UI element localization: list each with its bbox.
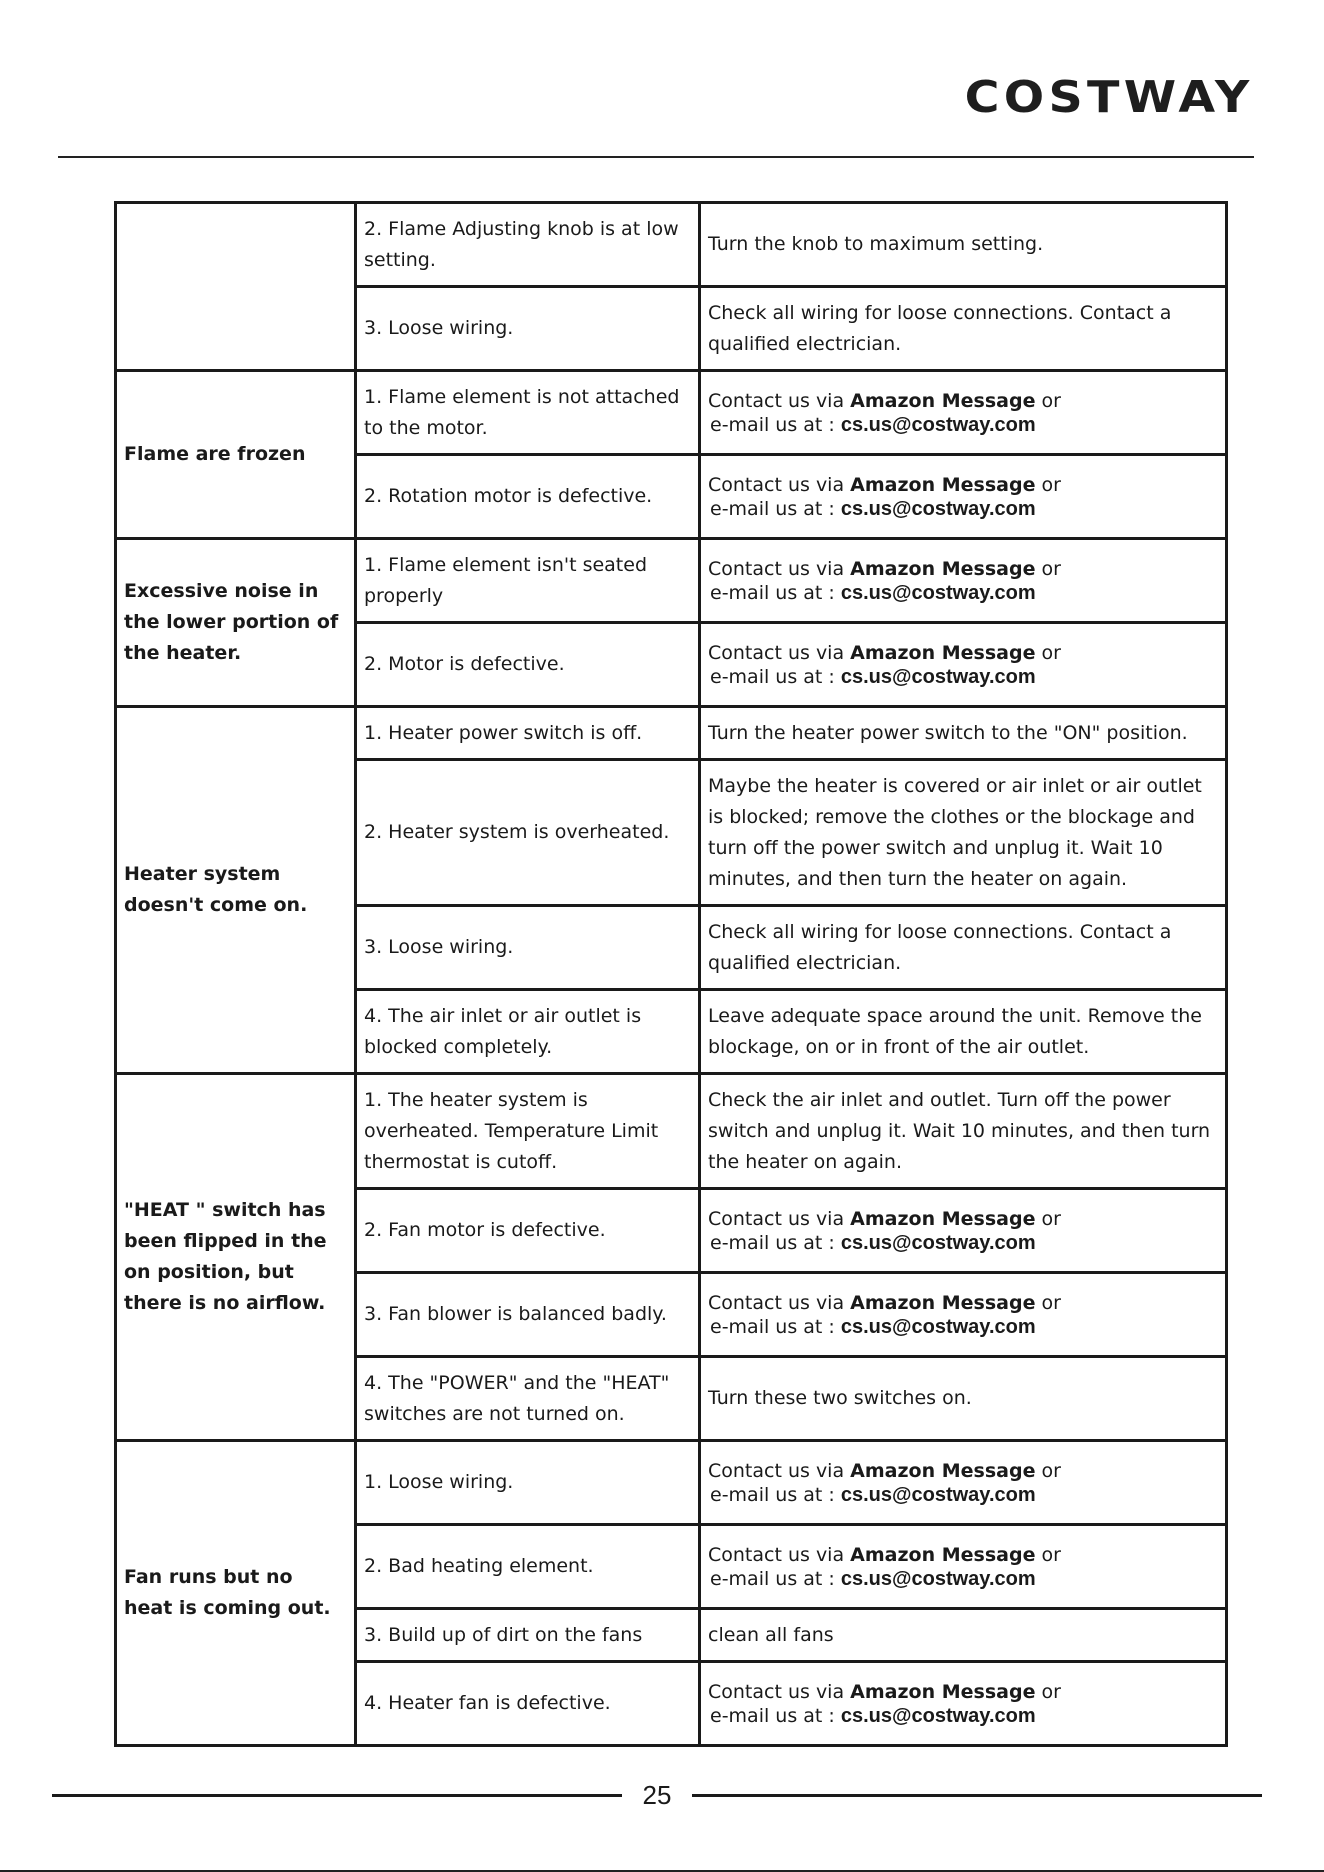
cause-cell: 4. Heater fan is defective. — [356, 1662, 700, 1746]
footer-rule-right — [692, 1794, 1262, 1797]
table-row — [116, 1074, 1227, 1189]
contact-suffix: or — [1035, 1680, 1061, 1703]
contact-channel: Amazon Message — [850, 1543, 1036, 1566]
email-prefix: e-mail us at : — [710, 497, 841, 520]
contact-channel: Amazon Message — [850, 557, 1036, 580]
solution-cell — [700, 1441, 1227, 1525]
email-line — [708, 1704, 1218, 1728]
solution-cell — [700, 1273, 1227, 1357]
email-address: cs.us@costway.com — [840, 1567, 1036, 1590]
solution-cell — [700, 455, 1227, 539]
symptom-cell: Fan runs but no heat is coming out. — [116, 1441, 356, 1746]
email-prefix: e-mail us at : — [710, 1231, 841, 1254]
header-rule — [58, 156, 1254, 158]
cause-cell: 3. Fan blower is balanced badly. — [356, 1273, 700, 1357]
contact-line — [708, 557, 1218, 581]
contact-line — [708, 641, 1218, 665]
contact-line — [708, 389, 1218, 413]
email-line — [708, 497, 1218, 521]
cause-cell: 2. Motor is defective. — [356, 623, 700, 707]
email-prefix: e-mail us at : — [710, 1483, 841, 1506]
page-number: 25 — [642, 1780, 672, 1810]
email-prefix: e-mail us at : — [710, 1567, 841, 1590]
email-line — [708, 581, 1218, 605]
table-row — [116, 539, 1227, 623]
solution-cell: Turn the knob to maximum setting. — [700, 203, 1227, 287]
solution-cell: Turn the heater power switch to the "ON" position. — [700, 707, 1227, 760]
table-row — [116, 1441, 1227, 1525]
contact-prefix: Contact us via — [708, 1543, 851, 1566]
email-prefix: e-mail us at : — [710, 581, 841, 604]
contact-channel: Amazon Message — [850, 1680, 1036, 1703]
cause-cell: 2. Rotation motor is defective. — [356, 455, 700, 539]
symptom-cell: Flame are frozen — [116, 371, 356, 539]
contact-suffix: or — [1035, 1459, 1061, 1482]
solution-cell — [700, 1662, 1227, 1746]
page-footer — [52, 1780, 1262, 1810]
contact-line — [708, 1680, 1218, 1704]
solution-cell — [700, 1189, 1227, 1273]
symptom-cell — [116, 203, 356, 371]
contact-prefix: Contact us via — [708, 1207, 851, 1230]
email-prefix: e-mail us at : — [710, 1315, 841, 1338]
cause-cell: 1. The heater system is overheated. Temperature Limit thermostat is cutoff. — [356, 1074, 700, 1189]
solution-cell: Check all wiring for loose connections. Contact a qualified electrician. — [700, 287, 1227, 371]
contact-prefix: Contact us via — [708, 473, 851, 496]
contact-line — [708, 1543, 1218, 1567]
email-address: cs.us@costway.com — [840, 1704, 1036, 1727]
email-address: cs.us@costway.com — [840, 1315, 1036, 1338]
contact-channel: Amazon Message — [850, 641, 1036, 664]
solution-cell: Maybe the heater is covered or air inlet or air outlet is blocked; remove the clothes or the blockage and turn off the power switch and unplug it. Wait 10 minutes, and then turn the heater on again. — [700, 760, 1227, 906]
contact-suffix: or — [1035, 1543, 1061, 1566]
contact-channel: Amazon Message — [850, 1291, 1036, 1314]
contact-suffix: or — [1035, 557, 1061, 580]
contact-line — [708, 1207, 1218, 1231]
contact-prefix: Contact us via — [708, 641, 851, 664]
email-line — [708, 665, 1218, 689]
solution-cell — [700, 371, 1227, 455]
cause-cell: 2. Fan motor is defective. — [356, 1189, 700, 1273]
solution-cell: Turn these two switches on. — [700, 1357, 1227, 1441]
contact-line — [708, 1459, 1218, 1483]
cause-cell: 3. Build up of dirt on the fans — [356, 1609, 700, 1662]
contact-suffix: or — [1035, 389, 1061, 412]
contact-prefix: Contact us via — [708, 1459, 851, 1482]
solution-cell: Leave adequate space around the unit. Remove the blockage, on or in front of the air outlet. — [700, 990, 1227, 1074]
solution-cell: Check the air inlet and outlet. Turn off the power switch and unplug it. Wait 10 minutes, and then turn the heater on again. — [700, 1074, 1227, 1189]
contact-channel: Amazon Message — [850, 389, 1036, 412]
email-prefix: e-mail us at : — [710, 413, 841, 436]
cause-cell: 1. Flame element is not attached to the motor. — [356, 371, 700, 455]
contact-prefix: Contact us via — [708, 389, 851, 412]
costway-logo: COSTWAY — [964, 72, 1254, 123]
contact-channel: Amazon Message — [850, 1459, 1036, 1482]
table-row — [116, 203, 1227, 287]
email-line — [708, 1315, 1218, 1339]
contact-prefix: Contact us via — [708, 1291, 851, 1314]
contact-suffix: or — [1035, 641, 1061, 664]
cause-cell: 3. Loose wiring. — [356, 287, 700, 371]
email-address: cs.us@costway.com — [840, 665, 1036, 688]
contact-suffix: or — [1035, 473, 1061, 496]
table-row — [116, 371, 1227, 455]
email-line — [708, 413, 1218, 437]
table-row — [116, 707, 1227, 760]
email-prefix: e-mail us at : — [710, 665, 841, 688]
solution-cell — [700, 1525, 1227, 1609]
contact-suffix: or — [1035, 1207, 1061, 1230]
cause-cell: 1. Heater power switch is off. — [356, 707, 700, 760]
email-line — [708, 1567, 1218, 1591]
contact-prefix: Contact us via — [708, 557, 851, 580]
troubleshooting-table — [114, 201, 1228, 1747]
contact-channel: Amazon Message — [850, 1207, 1036, 1230]
contact-suffix: or — [1035, 1291, 1061, 1314]
solution-cell: clean all fans — [700, 1609, 1227, 1662]
contact-line — [708, 473, 1218, 497]
email-prefix: e-mail us at : — [710, 1704, 841, 1727]
solution-cell: Check all wiring for loose connections. Contact a qualified electrician. — [700, 906, 1227, 990]
cause-cell: 2. Heater system is overheated. — [356, 760, 700, 906]
table-body — [116, 203, 1227, 1746]
email-address: cs.us@costway.com — [840, 413, 1036, 436]
cause-cell: 1. Flame element isn't seated properly — [356, 539, 700, 623]
email-line — [708, 1483, 1218, 1507]
cause-cell: 2. Flame Adjusting knob is at low setting. — [356, 203, 700, 287]
email-address: cs.us@costway.com — [840, 1231, 1036, 1254]
solution-cell — [700, 539, 1227, 623]
contact-channel: Amazon Message — [850, 473, 1036, 496]
cause-cell: 1. Loose wiring. — [356, 1441, 700, 1525]
cause-cell: 2. Bad heating element. — [356, 1525, 700, 1609]
solution-cell — [700, 623, 1227, 707]
cause-cell: 4. The "POWER" and the "HEAT" switches are not turned on. — [356, 1357, 700, 1441]
cause-cell: 3. Loose wiring. — [356, 906, 700, 990]
email-line — [708, 1231, 1218, 1255]
email-address: cs.us@costway.com — [840, 581, 1036, 604]
symptom-cell: Heater system doesn't come on. — [116, 707, 356, 1074]
contact-line — [708, 1291, 1218, 1315]
email-address: cs.us@costway.com — [840, 497, 1036, 520]
symptom-cell: Excessive noise in the lower portion of the heater. — [116, 539, 356, 707]
symptom-cell: "HEAT " switch has been flipped in the on position, but there is no airflow. — [116, 1074, 356, 1441]
contact-prefix: Contact us via — [708, 1680, 851, 1703]
email-address: cs.us@costway.com — [840, 1483, 1036, 1506]
cause-cell: 4. The air inlet or air outlet is blocked completely. — [356, 990, 700, 1074]
